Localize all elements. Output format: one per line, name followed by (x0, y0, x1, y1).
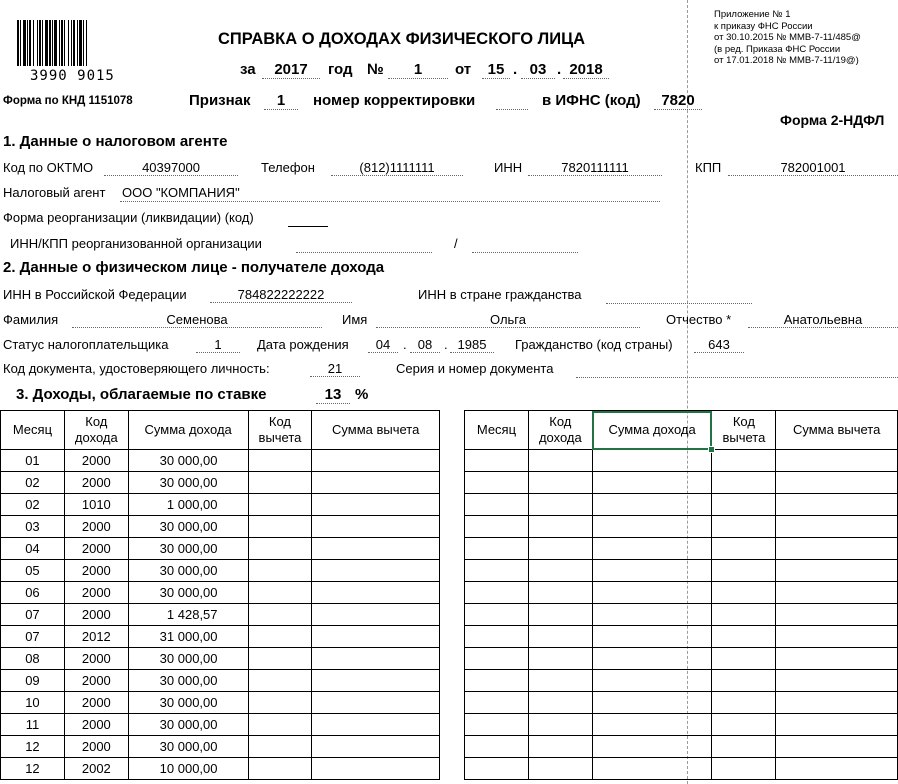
section1-title: 1. Данные о налоговом агенте (3, 133, 228, 150)
table-row (465, 670, 898, 692)
table-row (1, 714, 440, 736)
patronymic-label: Отчество * (666, 312, 732, 327)
income-table-continued (464, 410, 898, 780)
priznak-label: Признак (189, 92, 251, 109)
reorg-kpp-field[interactable] (472, 236, 578, 253)
cell-month[interactable] (465, 626, 529, 648)
ifns-label: в ИФНС (код) (542, 92, 641, 109)
label-number: № (367, 61, 384, 78)
agent-label: Налоговый агент (3, 185, 106, 200)
table-row (1, 450, 440, 472)
status-label: Статус налогоплательщика (3, 337, 169, 352)
name-field[interactable]: Ольга (376, 312, 640, 328)
cell-deduction-code[interactable] (712, 648, 776, 670)
cell-deduction-code[interactable] (712, 692, 776, 714)
table-row (1, 472, 440, 494)
cell-income-sum[interactable]: 30 000,00 (128, 714, 248, 736)
cell-income-code[interactable] (528, 692, 592, 714)
year-field[interactable]: 2017 (262, 61, 320, 79)
table-row (465, 648, 898, 670)
cell-deduction-sum[interactable] (776, 516, 898, 538)
birth-label: Дата рождения (257, 337, 349, 352)
reorg-inn-field[interactable] (296, 236, 432, 253)
table-row (465, 714, 898, 736)
cell-income-code[interactable] (528, 604, 592, 626)
selection-fill-handle[interactable] (708, 446, 715, 453)
cell-month[interactable] (465, 582, 529, 604)
cell-month[interactable]: 12 (1, 758, 65, 780)
barcode-bar (79, 20, 82, 66)
cell-deduction-code[interactable] (712, 604, 776, 626)
cell-income-sum[interactable] (592, 648, 712, 670)
cell-income-code[interactable]: 2000 (64, 692, 128, 714)
table-row (465, 450, 898, 472)
cell-deduction-code[interactable] (712, 758, 776, 780)
cell-month[interactable]: 05 (1, 560, 65, 582)
doc-code-field[interactable]: 21 (310, 361, 360, 377)
cell-deduction-sum[interactable] (776, 648, 898, 670)
cell-deduction-sum[interactable] (776, 604, 898, 626)
cell-income-code[interactable] (528, 472, 592, 494)
cell-income-code[interactable] (528, 714, 592, 736)
cell-income-sum[interactable] (592, 714, 712, 736)
cell-month[interactable]: 02 (1, 494, 65, 516)
number-field[interactable]: 1 (388, 61, 448, 79)
reorg-slash: / (454, 236, 458, 251)
barcode-bar (64, 20, 65, 66)
table-row (465, 692, 898, 714)
cell-income-code[interactable]: 2000 (64, 648, 128, 670)
agent-underline (120, 201, 660, 202)
cell-deduction-sum[interactable] (312, 648, 440, 670)
surname-label: Фамилия (3, 312, 59, 327)
cell-deduction-sum[interactable] (776, 560, 898, 582)
cell-deduction-code[interactable] (248, 516, 312, 538)
reorg-innkpp-label: ИНН/КПП реорганизованной организации (10, 236, 262, 251)
table-row (465, 736, 898, 758)
birth-month-field[interactable]: 08 (410, 337, 440, 353)
cell-month[interactable]: 09 (1, 670, 65, 692)
cell-income-sum[interactable] (592, 472, 712, 494)
cell-income-sum[interactable] (592, 758, 712, 780)
barcode-bar (49, 20, 51, 66)
table-row (1, 516, 440, 538)
label-ot: от (455, 61, 472, 78)
cell-deduction-code[interactable] (248, 450, 312, 472)
cell-income-sum[interactable]: 31 000,00 (128, 626, 248, 648)
cell-income-code[interactable]: 2000 (64, 582, 128, 604)
appendix-line: от 30.10.2015 № ММВ-7-11/485@ (714, 32, 861, 43)
birth-separator: . (403, 337, 407, 352)
cell-month[interactable] (465, 538, 529, 560)
cell-income-sum[interactable] (592, 626, 712, 648)
cell-income-sum[interactable]: 1 000,00 (128, 494, 248, 516)
cell-month[interactable]: 02 (1, 472, 65, 494)
cell-month[interactable]: 04 (1, 538, 65, 560)
header-month: Месяц (465, 411, 529, 450)
table-row (465, 538, 898, 560)
table-row (1, 670, 440, 692)
cell-income-code[interactable] (528, 538, 592, 560)
table-row (1, 582, 440, 604)
page-title: СПРАВКА О ДОХОДАХ ФИЗИЧЕСКОГО ЛИЦА (218, 30, 586, 48)
table-row (1, 692, 440, 714)
birth-day-field[interactable]: 04 (368, 337, 398, 353)
date-year-field[interactable]: 2018 (563, 61, 609, 79)
reorg-code-field[interactable] (288, 210, 328, 227)
table-row (465, 758, 898, 780)
inn-rf-label: ИНН в Российской Федерации (3, 287, 187, 302)
table-row (1, 538, 440, 560)
cell-month[interactable] (465, 648, 529, 670)
cell-month[interactable] (465, 494, 529, 516)
cell-deduction-sum[interactable] (312, 670, 440, 692)
barcode-bar (20, 20, 21, 66)
cell-income-code[interactable]: 1010 (64, 494, 128, 516)
barcode (17, 20, 145, 66)
table-header-row (1, 411, 440, 450)
table-row (1, 626, 440, 648)
cell-deduction-sum[interactable] (312, 604, 440, 626)
cell-month[interactable] (465, 758, 529, 780)
table-row (1, 604, 440, 626)
correction-field[interactable] (496, 92, 528, 110)
cell-deduction-sum[interactable] (776, 692, 898, 714)
cell-month[interactable] (465, 472, 529, 494)
barcode-bar (52, 20, 53, 66)
cell-income-sum[interactable] (592, 692, 712, 714)
cell-deduction-code[interactable] (248, 560, 312, 582)
cell-deduction-code[interactable] (248, 582, 312, 604)
cell-income-code[interactable]: 2012 (64, 626, 128, 648)
table-row (1, 736, 440, 758)
cell-income-sum[interactable] (592, 538, 712, 560)
appendix-line: к приказу ФНС России (714, 20, 813, 32)
cell-income-sum[interactable] (592, 560, 712, 582)
barcode-bar (23, 20, 26, 66)
cell-deduction-code[interactable] (248, 472, 312, 494)
cell-deduction-code[interactable] (248, 538, 312, 560)
cell-income-code[interactable] (528, 736, 592, 758)
cell-deduction-sum[interactable] (776, 450, 898, 472)
table-row (465, 516, 898, 538)
table-row (1, 648, 440, 670)
cell-income-code[interactable]: 2000 (64, 472, 128, 494)
cell-income-sum[interactable] (592, 494, 712, 516)
cell-deduction-code[interactable] (712, 736, 776, 758)
barcode-bar (77, 20, 78, 66)
cell-income-code[interactable]: 2000 (64, 450, 128, 472)
cell-deduction-sum[interactable] (312, 582, 440, 604)
kpp-label: КПП (695, 160, 722, 175)
knd-label: Форма по КНД 1151078 (3, 95, 133, 107)
cell-income-sum[interactable] (592, 736, 712, 758)
cell-income-sum[interactable] (592, 670, 712, 692)
agent-inn-field[interactable]: 7820111111 (528, 160, 662, 176)
cell-deduction-code[interactable] (712, 714, 776, 736)
cell-income-code[interactable] (528, 450, 592, 472)
doc-series-field[interactable] (576, 361, 898, 378)
header-income-sum-selected[interactable]: Сумма дохода (592, 411, 712, 450)
cell-deduction-sum[interactable] (312, 516, 440, 538)
doc-series-label: Серия и номер документа (396, 361, 554, 376)
cell-deduction-code[interactable] (248, 714, 312, 736)
cell-deduction-sum[interactable] (312, 758, 440, 780)
section2-title: 2. Данные о физическом лице - получателе дохода (3, 259, 385, 276)
barcode-bar (42, 20, 43, 66)
table-row (465, 560, 898, 582)
cell-deduction-sum[interactable] (312, 560, 440, 582)
cell-income-sum[interactable]: 30 000,00 (128, 516, 248, 538)
barcode-bar (45, 20, 48, 66)
barcode-bar (54, 20, 57, 66)
inn-foreign-field[interactable] (606, 287, 752, 304)
header-deduction-code: Код вычета (248, 411, 312, 450)
barcode-bar (37, 20, 38, 66)
barcode-number: 3990 9015 (30, 68, 115, 84)
appendix-line: (в ред. Приказа ФНС России (714, 43, 841, 55)
barcode-bar (71, 20, 72, 66)
cell-deduction-code[interactable] (712, 516, 776, 538)
barcode-bar (27, 20, 28, 66)
table-row (465, 494, 898, 516)
cell-income-code[interactable]: 2000 (64, 538, 128, 560)
cell-month[interactable] (465, 692, 529, 714)
cell-deduction-code[interactable] (248, 626, 312, 648)
cell-month[interactable] (465, 560, 529, 582)
cell-income-code[interactable] (528, 758, 592, 780)
correction-label: номер корректировки (313, 92, 476, 109)
cell-income-code[interactable] (528, 582, 592, 604)
cell-income-sum[interactable]: 30 000,00 (128, 692, 248, 714)
cell-deduction-sum[interactable] (776, 670, 898, 692)
inn-rf-field[interactable]: 784822222222 (210, 287, 352, 303)
cell-deduction-code[interactable] (248, 648, 312, 670)
cell-deduction-code[interactable] (712, 494, 776, 516)
cell-month[interactable]: 12 (1, 736, 65, 758)
barcode-bar (39, 20, 41, 66)
cell-income-sum[interactable] (592, 604, 712, 626)
table-row (465, 582, 898, 604)
appendix-line: Приложение № 1 (714, 9, 791, 20)
percent-sign: % (355, 386, 369, 403)
priznak-field[interactable]: 1 (264, 92, 298, 110)
cell-income-sum[interactable] (592, 516, 712, 538)
cell-deduction-sum[interactable] (312, 538, 440, 560)
inn-foreign-label: ИНН в стране гражданства (418, 287, 582, 302)
barcode-bar (83, 20, 84, 66)
phone-label: Телефон (261, 160, 315, 175)
header-income-sum: Сумма дохода (128, 411, 248, 450)
cell-month[interactable]: 10 (1, 692, 65, 714)
cell-month[interactable] (465, 670, 529, 692)
birth-separator: . (444, 337, 448, 352)
barcode-bar (61, 20, 63, 66)
date-separator: . (513, 61, 518, 78)
cell-deduction-code[interactable] (248, 758, 312, 780)
label-za: за (240, 61, 256, 78)
cell-income-sum[interactable]: 30 000,00 (128, 560, 248, 582)
doc-code-label: Код документа, удостоверяющего личность: (3, 361, 270, 376)
citizenship-label: Гражданство (код страны) (515, 337, 673, 352)
cell-deduction-sum[interactable] (312, 692, 440, 714)
cell-income-sum[interactable]: 30 000,00 (128, 450, 248, 472)
agent-inn-label: ИНН (494, 160, 523, 175)
cell-month[interactable]: 06 (1, 582, 65, 604)
cell-income-code[interactable]: 2000 (64, 516, 128, 538)
cell-income-sum[interactable]: 30 000,00 (128, 472, 248, 494)
cell-deduction-code[interactable] (712, 582, 776, 604)
cell-deduction-sum[interactable] (776, 472, 898, 494)
cell-deduction-sum[interactable] (776, 736, 898, 758)
cell-income-sum[interactable]: 30 000,00 (128, 538, 248, 560)
cell-month[interactable] (465, 714, 529, 736)
birth-year-field[interactable]: 1985 (450, 337, 494, 353)
cell-month[interactable]: 07 (1, 626, 65, 648)
cell-income-code[interactable]: 2000 (64, 560, 128, 582)
cell-deduction-sum[interactable] (312, 472, 440, 494)
cell-income-code[interactable] (528, 516, 592, 538)
barcode-bar (33, 20, 34, 66)
cell-deduction-code[interactable] (248, 692, 312, 714)
table-row (465, 472, 898, 494)
header-income-code: Код дохода (64, 411, 128, 450)
cell-income-sum[interactable] (592, 450, 712, 472)
citizenship-field[interactable]: 643 (694, 337, 744, 353)
income-table (0, 410, 440, 780)
cell-deduction-sum[interactable] (312, 626, 440, 648)
barcode-bar (73, 20, 75, 66)
barcode-bar (59, 20, 60, 66)
cell-month[interactable] (465, 736, 529, 758)
cell-month[interactable]: 08 (1, 648, 65, 670)
cell-income-code[interactable]: 2000 (64, 714, 128, 736)
table-row (465, 626, 898, 648)
cell-month[interactable]: 03 (1, 516, 65, 538)
cell-income-sum[interactable]: 10 000,00 (128, 758, 248, 780)
cell-deduction-sum[interactable] (776, 582, 898, 604)
ifns-field[interactable]: 7820 (654, 92, 702, 110)
cell-deduction-code[interactable] (712, 472, 776, 494)
rate-field[interactable]: 13 (316, 386, 350, 404)
header-income-code: Код дохода (528, 411, 592, 450)
cell-deduction-code[interactable] (712, 450, 776, 472)
date-separator: . (557, 61, 562, 78)
appendix-line: от 17.01.2018 № ММВ-7-11/19@) (714, 55, 859, 66)
header-month: Месяц (1, 411, 65, 450)
label-god: год (328, 61, 353, 78)
cell-income-code[interactable]: 2000 (64, 736, 128, 758)
cell-deduction-sum[interactable] (776, 494, 898, 516)
cell-deduction-sum[interactable] (776, 714, 898, 736)
cell-income-sum[interactable]: 1 428,57 (128, 604, 248, 626)
cell-deduction-code[interactable] (712, 560, 776, 582)
agent-field[interactable]: ООО "КОМПАНИЯ" (122, 185, 240, 200)
table-row (465, 604, 898, 626)
oktmo-field[interactable]: 40397000 (104, 160, 238, 176)
patronymic-field[interactable]: Анатольевна (748, 312, 898, 328)
cell-deduction-sum[interactable] (776, 626, 898, 648)
cell-deduction-sum[interactable] (776, 758, 898, 780)
cell-income-sum[interactable]: 30 000,00 (128, 582, 248, 604)
cell-income-code[interactable] (528, 626, 592, 648)
cell-income-sum[interactable]: 30 000,00 (128, 736, 248, 758)
table-header-row (465, 411, 898, 450)
cell-deduction-sum[interactable] (776, 538, 898, 560)
cell-deduction-sum[interactable] (312, 450, 440, 472)
barcode-bar (86, 20, 87, 66)
cell-income-code[interactable] (528, 494, 592, 516)
cell-income-code[interactable] (528, 648, 592, 670)
cell-month[interactable]: 07 (1, 604, 65, 626)
cell-deduction-code[interactable] (712, 626, 776, 648)
cell-month[interactable]: 01 (1, 450, 65, 472)
cell-income-code[interactable]: 2000 (64, 670, 128, 692)
cell-deduction-code[interactable] (248, 670, 312, 692)
cell-income-sum[interactable]: 30 000,00 (128, 670, 248, 692)
reorg-label: Форма реорганизации (ликвидации) (код) (3, 210, 254, 225)
table-row (1, 560, 440, 582)
day-field[interactable]: 15 (482, 61, 510, 79)
table-row (1, 494, 440, 516)
cell-deduction-code[interactable] (712, 670, 776, 692)
table-row (1, 758, 440, 780)
status-field[interactable]: 1 (196, 337, 240, 353)
cell-deduction-code[interactable] (248, 736, 312, 758)
cell-month[interactable] (465, 516, 529, 538)
surname-field[interactable]: Семенова (72, 312, 322, 328)
cell-income-code[interactable] (528, 670, 592, 692)
barcode-bar (68, 20, 69, 66)
cell-income-sum[interactable]: 30 000,00 (128, 648, 248, 670)
phone-field[interactable]: (812)1111111 (331, 160, 463, 176)
name-label: Имя (342, 312, 368, 327)
cell-deduction-code[interactable] (248, 494, 312, 516)
barcode-bar (29, 20, 31, 66)
cell-deduction-sum[interactable] (312, 494, 440, 516)
cell-income-sum[interactable] (592, 582, 712, 604)
cell-month[interactable]: 11 (1, 714, 65, 736)
header-deduction-code: Код вычета (712, 411, 776, 450)
cell-income-code[interactable]: 2002 (64, 758, 128, 780)
cell-deduction-code[interactable] (248, 604, 312, 626)
header-deduction-sum: Сумма вычета (776, 411, 898, 450)
appendix-note (714, 9, 861, 67)
header-deduction-sum: Сумма вычета (312, 411, 440, 450)
barcode-bar (17, 20, 19, 66)
cell-income-code[interactable]: 2000 (64, 604, 128, 626)
kpp-field[interactable]: 782001001 (728, 160, 898, 176)
month-field[interactable]: 03 (521, 61, 555, 79)
cell-income-code[interactable] (528, 560, 592, 582)
cell-deduction-sum[interactable] (312, 736, 440, 758)
section3-title: 3. Доходы, облагаемые по ставке (16, 386, 267, 403)
form-name: Форма 2-НДФЛ (780, 112, 885, 128)
cell-deduction-code[interactable] (712, 538, 776, 560)
cell-deduction-sum[interactable] (312, 714, 440, 736)
cell-month[interactable] (465, 450, 529, 472)
cell-month[interactable] (465, 604, 529, 626)
oktmo-label: Код по ОКТМО (3, 160, 94, 175)
